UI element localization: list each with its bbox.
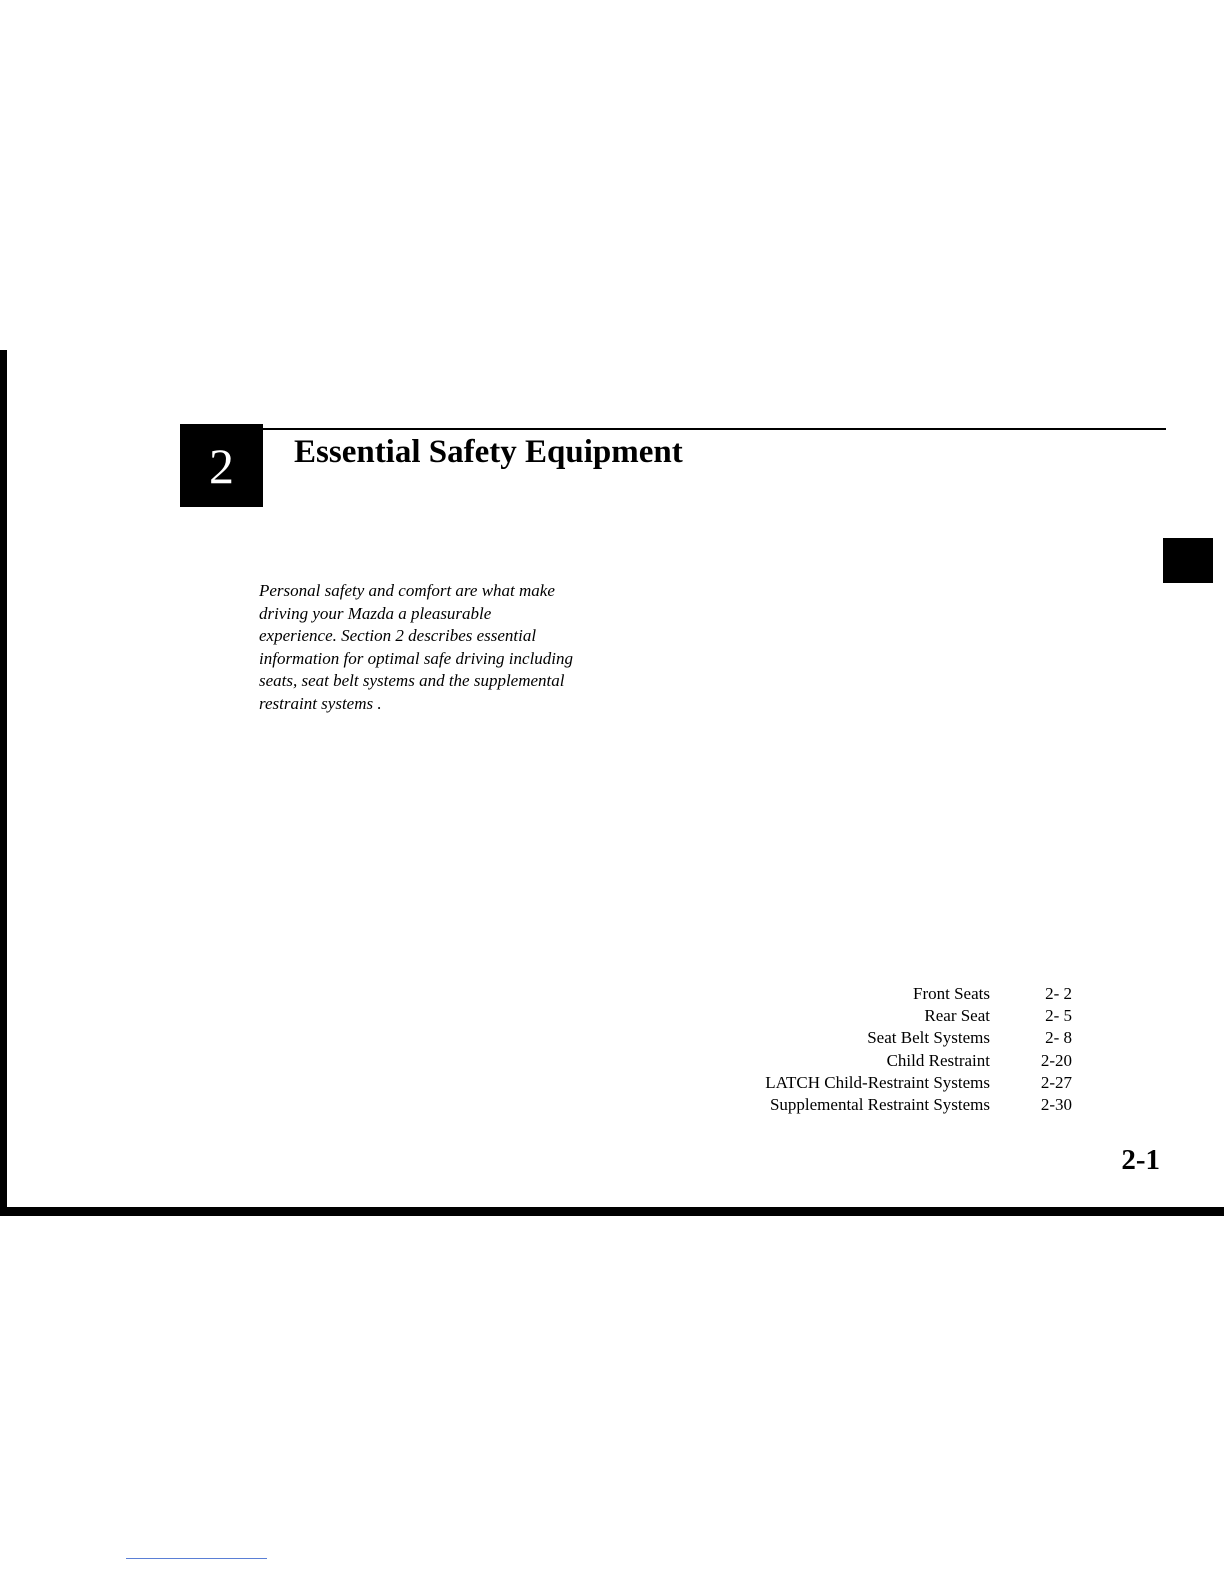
chapter-title: Essential Safety Equipment — [294, 434, 683, 470]
intro-line: driving your Mazda a pleasurable — [259, 603, 492, 623]
toc-entry-label: Supplemental Restraint Systems — [769, 1095, 990, 1115]
chapter-number-box — [180, 424, 263, 507]
toc-entry-page: 2- 5 — [1045, 1006, 1072, 1026]
toc-entry-label: Rear Seat — [924, 1006, 990, 1026]
toc-entry-child-restraint[interactable] — [700, 1050, 1080, 1072]
toc-entry-label: Front Seats — [913, 984, 990, 1003]
intro-line: Personal safety and comfort are what make — [259, 581, 555, 600]
page-frame-bottom-border — [0, 1207, 1224, 1216]
section-thumb-tab — [1163, 538, 1213, 583]
toc-entry-label: Child Restraint — [886, 1050, 990, 1070]
toc-entry-label: LATCH Child-Restraint Systems — [765, 1072, 990, 1092]
toc-entry-page: 2-27 — [1040, 1072, 1072, 1092]
intro-line: seats, seat belt systems and the supplemental — [259, 671, 565, 690]
toc-entry-seat-belt-systems[interactable] — [700, 1027, 1080, 1049]
toc-entry-latch-child-restraint-systems[interactable] — [700, 1072, 1080, 1094]
intro-line: information for optimal safe driving including — [259, 648, 574, 668]
toc-entry-page: 2-20 — [1040, 1050, 1072, 1070]
toc-entry-front-seats[interactable] — [700, 983, 1080, 1005]
toc-entry-page: 2-30 — [1040, 1095, 1072, 1115]
toc-entry-page: 2- 2 — [1045, 984, 1072, 1003]
toc-entry-page: 2- 8 — [1045, 1028, 1072, 1048]
toc-entry-supplemental-restraint-systems[interactable] — [700, 1094, 1080, 1116]
toc-entry-rear-seat[interactable] — [700, 1005, 1080, 1027]
intro-paragraph — [259, 580, 619, 715]
page-frame-left-border — [0, 350, 7, 1216]
footnote-link-underline — [126, 1558, 267, 1559]
header-rule — [263, 428, 1166, 430]
page-number: 2-1 — [1121, 1144, 1160, 1176]
intro-line: experience. Section 2 describes essential — [259, 626, 537, 645]
intro-line: restraint systems . — [259, 693, 382, 713]
toc-entry-label: Seat Belt Systems — [867, 1028, 990, 1048]
chapter-number: 2 — [209, 438, 234, 494]
section-contents-list — [700, 983, 1080, 1116]
